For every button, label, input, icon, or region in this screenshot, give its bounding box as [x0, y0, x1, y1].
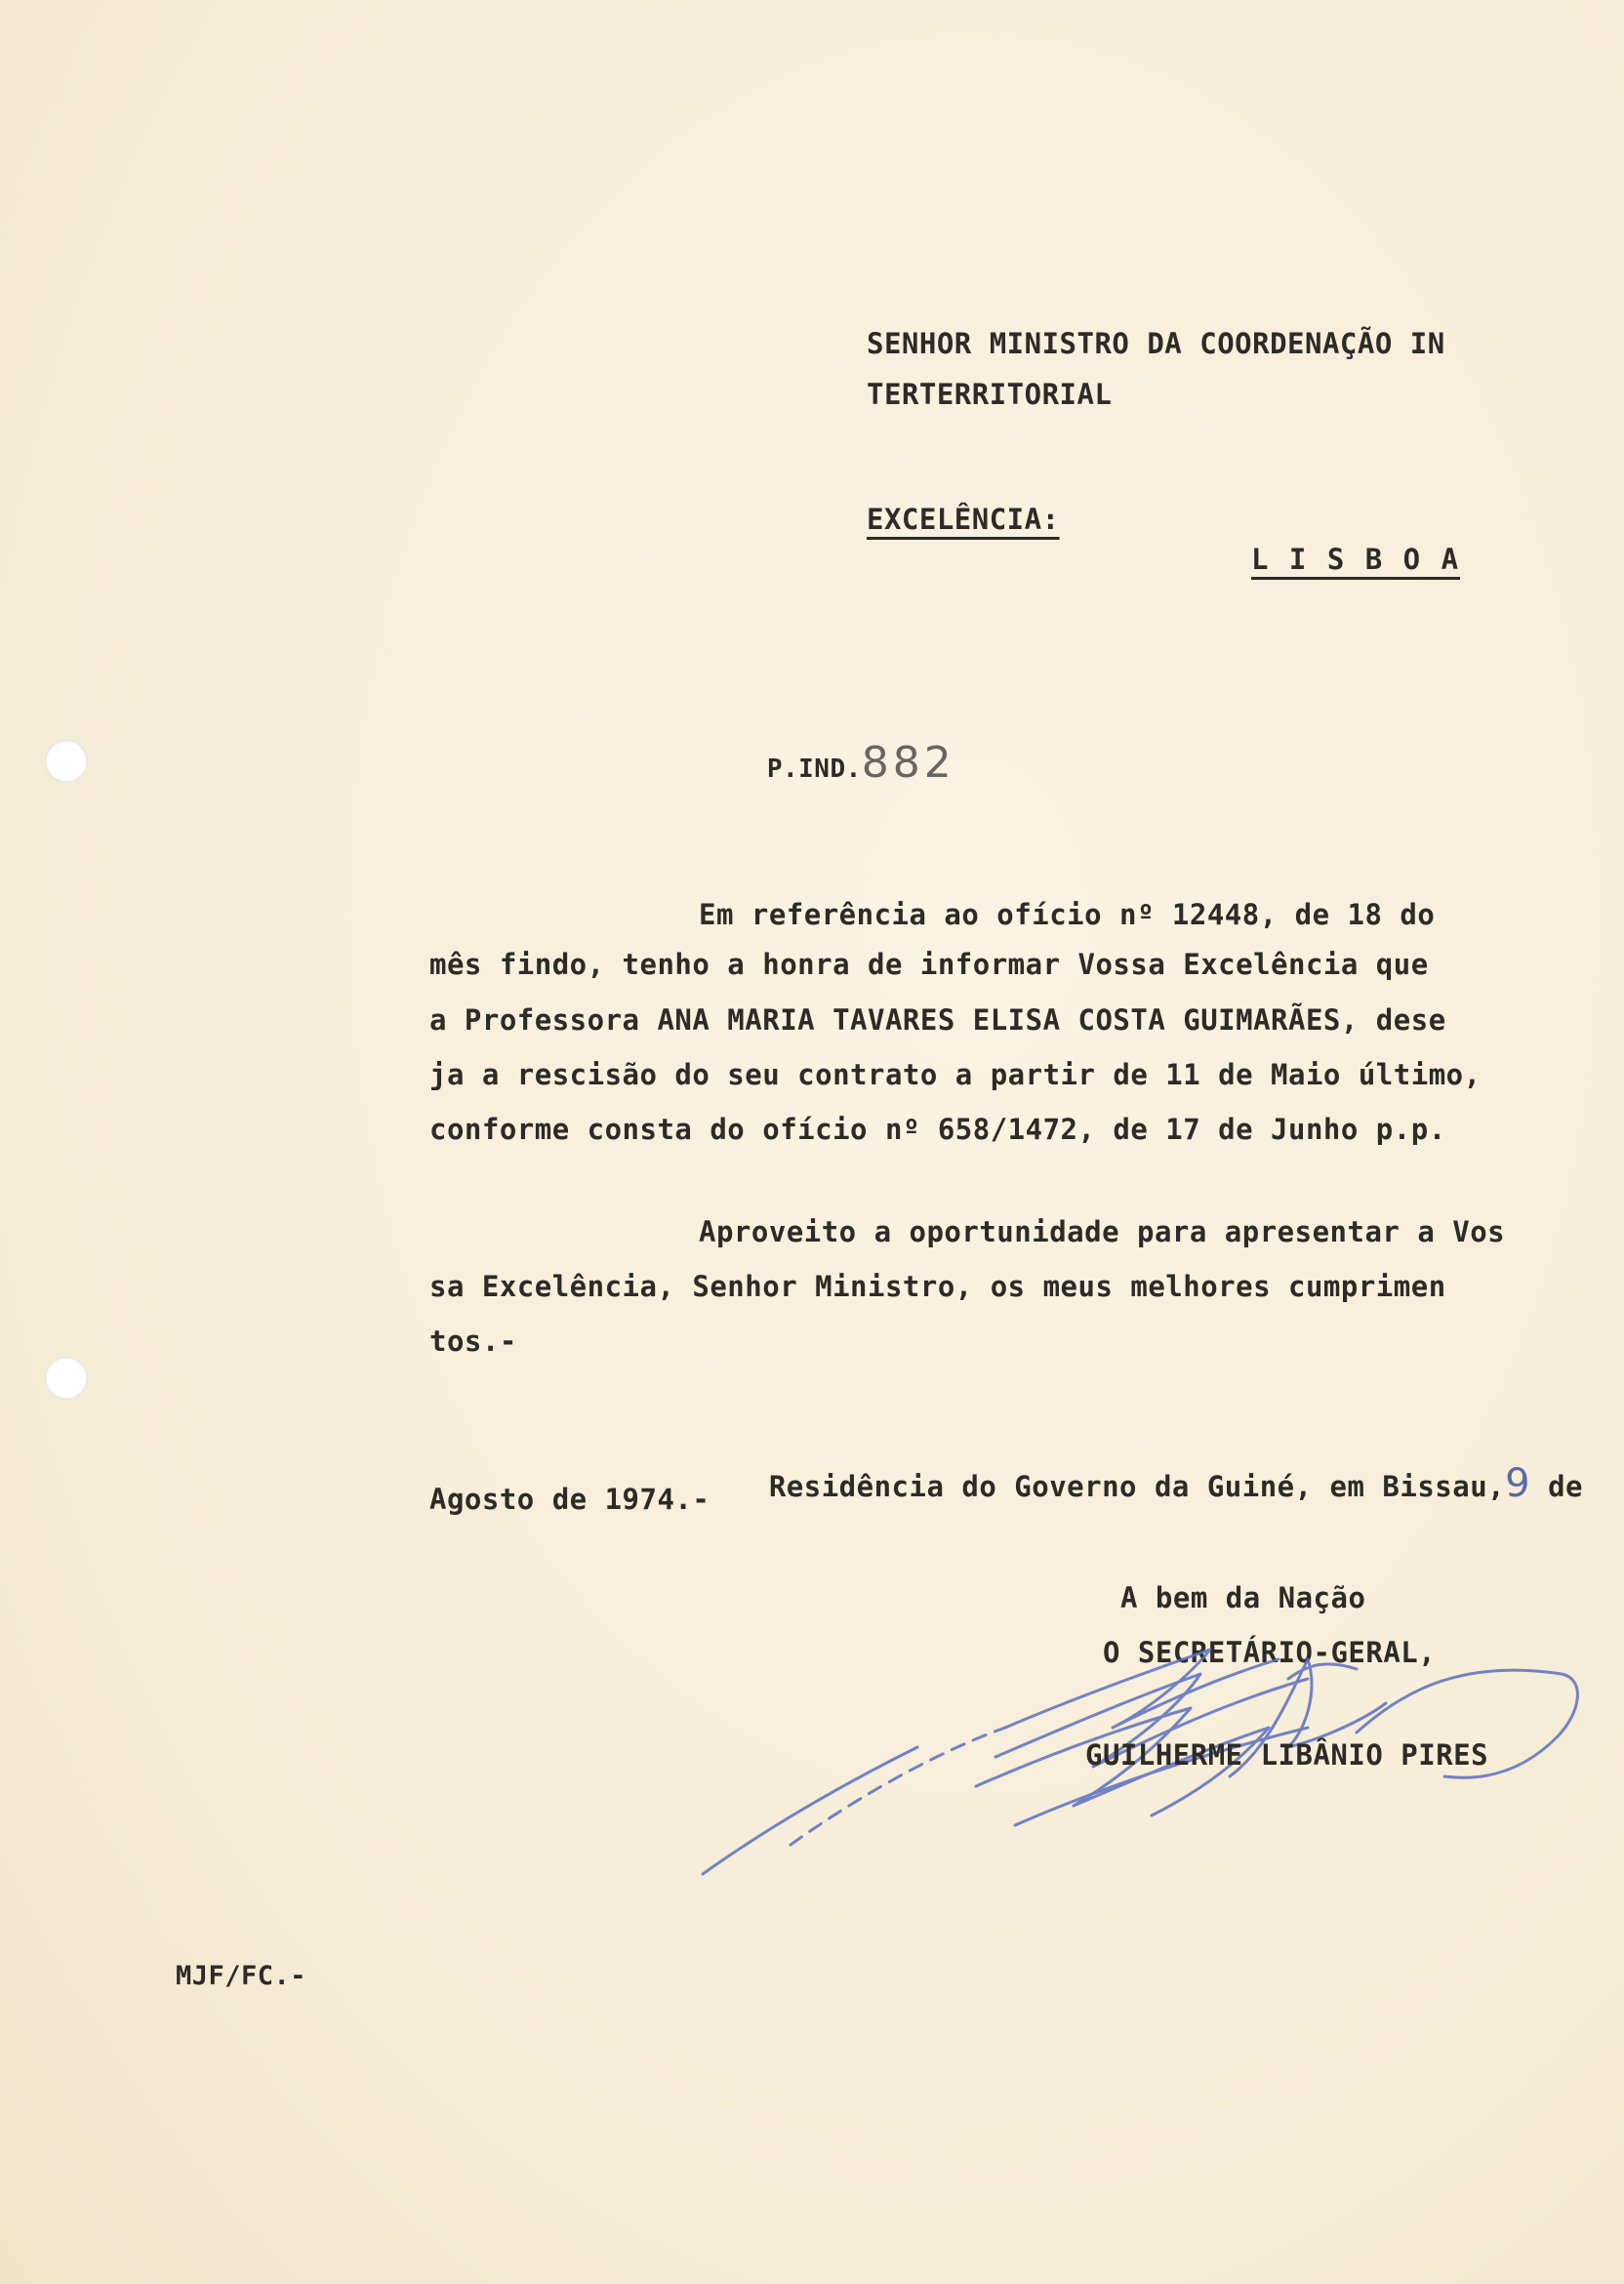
- dateline-line-1: [699, 1425, 1583, 1545]
- body-p1-line-2: mês findo, tenho a honra de informar Vossa Excelência que: [429, 948, 1429, 981]
- body-p2-line-1: Aproveito a oportunidade para apresentar a Vos: [699, 1215, 1506, 1248]
- addressee-line-1: SENHOR MINISTRO DA COORDENAÇÃO IN: [867, 327, 1445, 360]
- signatory-name: GUILHERME LIBÂNIO PIRES: [1085, 1738, 1489, 1772]
- typist-initials: MJF/FC.-: [176, 1961, 307, 1991]
- body-p2-line-3: tos.-: [429, 1325, 517, 1358]
- addressee-line-2: TERTERRITORIAL: [867, 378, 1113, 411]
- reference-number: 882: [861, 738, 955, 788]
- body-p1-line-1: Em referência ao ofício nº 12448, de 18 do: [699, 898, 1436, 931]
- punch-hole-lower: [45, 1357, 88, 1400]
- destination-city: L I S B O A: [1251, 543, 1461, 576]
- handwritten-day: 9: [1505, 1461, 1531, 1506]
- dateline-de: de: [1548, 1470, 1583, 1503]
- closing-motto: A bem da Nação: [1120, 1581, 1366, 1614]
- punch-hole-upper: [45, 740, 88, 783]
- dateline-line-2: Agosto de 1974.-: [429, 1483, 710, 1516]
- body-p2-line-2: sa Excelência, Senhor Ministro, os meus melhores cumprimen: [429, 1270, 1446, 1303]
- reference: [697, 705, 955, 828]
- reference-prefix: P.IND.: [766, 755, 862, 784]
- body-p1-line-3: a Professora ANA MARIA TAVARES ELISA COSTA GUIMARÃES, dese: [429, 1003, 1446, 1037]
- body-p1-line-4: ja a rescisão do seu contrato a partir de 11 de Maio último,: [429, 1058, 1482, 1091]
- dateline-text: Residência do Governo da Guiné, em Bissau,: [768, 1470, 1506, 1503]
- salutation: EXCELÊNCIA:: [867, 503, 1060, 536]
- closing-title: O SECRETÁRIO-GERAL,: [1103, 1636, 1437, 1669]
- body-p1-line-5: conforme consta do ofício nº 658/1472, de 17 de Junho p.p.: [429, 1113, 1446, 1146]
